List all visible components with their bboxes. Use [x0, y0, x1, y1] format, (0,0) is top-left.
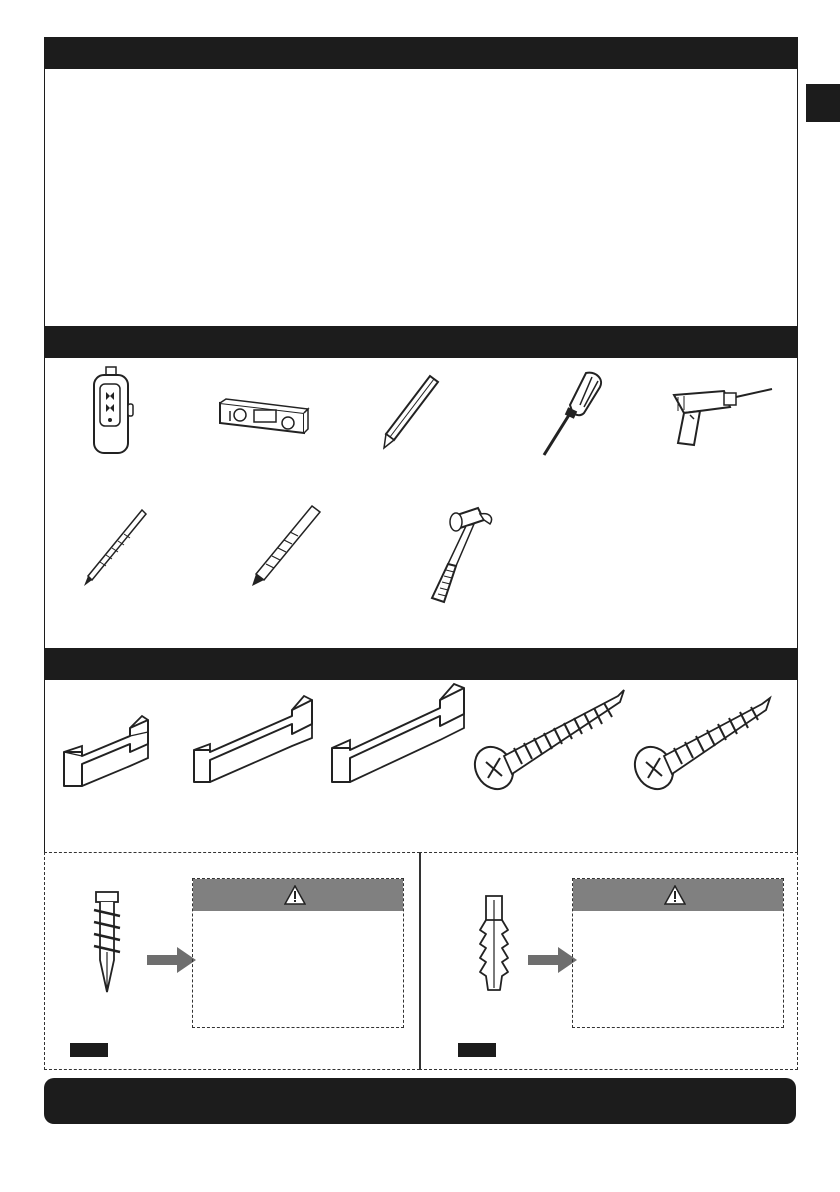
intro-section	[44, 37, 798, 327]
thin-drill-bit-icon	[80, 506, 150, 588]
pencil-icon	[378, 372, 442, 452]
panel-divider	[419, 852, 421, 1070]
large-shelf-icon	[326, 682, 470, 788]
power-drill-icon	[664, 385, 776, 449]
anchor-tag-right	[458, 1043, 496, 1057]
footer-bar	[44, 1078, 796, 1124]
drywall-anchor-icon	[92, 890, 122, 994]
long-screw-icon	[470, 686, 630, 796]
warning-header-left	[193, 879, 403, 911]
arrow-right-icon	[147, 946, 197, 974]
arrow-right-icon-2	[528, 946, 578, 974]
warning-header-right	[573, 879, 783, 911]
stud-finder-icon	[86, 366, 136, 456]
warning-text-right	[580, 920, 776, 1020]
wall-plug-icon	[476, 894, 512, 994]
screwdriver-icon	[536, 369, 608, 459]
intro-section-title	[44, 37, 798, 69]
language-tab[interactable]	[806, 84, 840, 122]
warning-text-left	[200, 920, 396, 1020]
spirit-level-icon	[218, 393, 310, 439]
tool-labels	[44, 460, 784, 461]
thick-drill-bit-icon	[248, 502, 324, 588]
anchor-tag-left	[70, 1043, 108, 1057]
warning-triangle-icon	[284, 885, 306, 905]
small-shelf-icon	[60, 712, 154, 790]
warning-triangle-icon-2	[664, 885, 686, 905]
medium-shelf-icon	[188, 694, 318, 788]
hammer-icon	[424, 504, 504, 606]
short-screw-icon	[630, 694, 776, 794]
